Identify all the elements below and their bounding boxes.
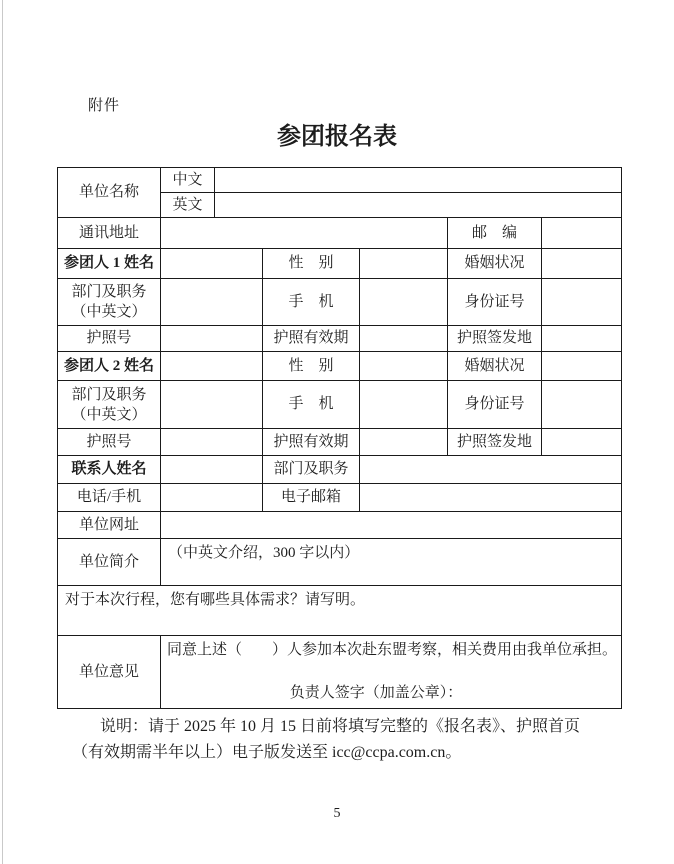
row-member1-name bbox=[58, 249, 622, 279]
member2-marital-label: 婚姻状况 bbox=[448, 352, 542, 381]
member2-passport-label: 护照号 bbox=[58, 429, 161, 456]
registration-form-table bbox=[57, 167, 622, 709]
member1-passport-valid-label: 护照有效期 bbox=[263, 326, 360, 352]
intro-label: 单位简介 bbox=[58, 539, 161, 586]
member2-passport-value bbox=[161, 429, 263, 456]
footer-note-line2: （有效期需半年以上）电子版发送至 icc@ccpa.com.cn。 bbox=[72, 744, 462, 761]
member1-dept-label bbox=[58, 279, 161, 326]
member1-mobile-label: 手 机 bbox=[263, 279, 360, 326]
member2-dept-label-line1: 部门及职务 bbox=[71, 386, 147, 403]
row-member1-passport bbox=[58, 326, 622, 352]
member1-gender-label: 性 别 bbox=[263, 249, 360, 279]
opinion-statement: 同意上述（ ）人参加本次赴东盟考察，相关费用由我单位承担。 bbox=[167, 641, 618, 658]
row-member1-dept bbox=[58, 279, 622, 326]
contact-dept-label: 部门及职务 bbox=[263, 456, 360, 484]
footer-note bbox=[72, 714, 612, 766]
address-label: 通讯地址 bbox=[58, 218, 161, 249]
contact-dept-value bbox=[360, 456, 622, 484]
member2-passport-place-label: 护照签发地 bbox=[448, 429, 542, 456]
member1-marital-value bbox=[542, 249, 622, 279]
contact-phone-label: 电话/手机 bbox=[58, 484, 161, 512]
row-opinion bbox=[58, 636, 622, 709]
unit-name-cn-value bbox=[215, 168, 622, 193]
member1-marital-label: 婚姻状况 bbox=[448, 249, 542, 279]
row-member2-name bbox=[58, 352, 622, 381]
unit-name-en-label: 英文 bbox=[161, 193, 215, 218]
member1-dept-value bbox=[161, 279, 263, 326]
member1-passport-valid-value bbox=[360, 326, 448, 352]
footer-note-line1: 说明：请于 2025 年 10 月 15 日前将填写完整的《报名表》、护照首页 bbox=[100, 718, 581, 735]
row-contact-name bbox=[58, 456, 622, 484]
row-needs bbox=[58, 586, 622, 636]
member2-name-value bbox=[161, 352, 263, 381]
member1-dept-label-line2: （中英文） bbox=[71, 304, 147, 320]
intro-hint: （中英文介绍，300 字以内） bbox=[161, 539, 622, 586]
postcode-value bbox=[542, 218, 622, 249]
member1-name-value bbox=[161, 249, 263, 279]
member1-dept-label-line1: 部门及职务 bbox=[71, 284, 147, 300]
member1-passport-value bbox=[161, 326, 263, 352]
row-contact-phone bbox=[58, 484, 622, 512]
row-unit-name-cn bbox=[58, 168, 622, 193]
website-value bbox=[161, 512, 622, 539]
row-address bbox=[58, 218, 622, 249]
contact-name-value bbox=[161, 456, 263, 484]
member2-dept-value bbox=[161, 381, 263, 429]
opinion-cell bbox=[161, 636, 622, 709]
needs-question: 对于本次行程，您有哪些具体需求？请写明。 bbox=[58, 586, 622, 636]
member1-passport-place-label: 护照签发地 bbox=[448, 326, 542, 352]
row-member2-passport bbox=[58, 429, 622, 456]
member2-mobile-label: 手 机 bbox=[263, 381, 360, 429]
member1-gender-value bbox=[360, 249, 448, 279]
contact-phone-value bbox=[161, 484, 263, 512]
member1-id-label: 身份证号 bbox=[448, 279, 542, 326]
form-title: 参团报名表 bbox=[277, 124, 397, 150]
member2-dept-label-line2: （中英文） bbox=[71, 406, 147, 423]
contact-email-value bbox=[360, 484, 622, 512]
opinion-label: 单位意见 bbox=[58, 636, 161, 709]
row-website bbox=[58, 512, 622, 539]
postcode-label: 邮 编 bbox=[448, 218, 542, 249]
contact-email-label: 电子邮箱 bbox=[263, 484, 360, 512]
member2-passport-place-value bbox=[542, 429, 622, 456]
member2-mobile-value bbox=[360, 381, 448, 429]
row-intro bbox=[58, 539, 622, 586]
unit-name-label: 单位名称 bbox=[58, 168, 161, 218]
address-value bbox=[161, 218, 448, 249]
member2-id-value bbox=[542, 381, 622, 429]
row-member2-dept bbox=[58, 381, 622, 429]
member1-name-label: 参团人 1 姓名 bbox=[58, 249, 161, 279]
member2-id-label: 身份证号 bbox=[448, 381, 542, 429]
page-number: 5 bbox=[333, 806, 341, 821]
member2-gender-value bbox=[360, 352, 448, 381]
member2-name-label: 参团人 2 姓名 bbox=[58, 352, 161, 381]
member2-passport-valid-value bbox=[360, 429, 448, 456]
member1-passport-label: 护照号 bbox=[58, 326, 161, 352]
member1-id-value bbox=[542, 279, 622, 326]
member2-gender-label: 性 别 bbox=[263, 352, 360, 381]
unit-name-cn-label: 中文 bbox=[161, 168, 215, 193]
opinion-signature-label: 负责人签字（加盖公章）： bbox=[289, 685, 463, 702]
member2-marital-value bbox=[542, 352, 622, 381]
member1-passport-place-value bbox=[542, 326, 622, 352]
unit-name-en-value bbox=[215, 193, 622, 218]
member2-dept-label bbox=[58, 381, 161, 429]
member2-passport-valid-label: 护照有效期 bbox=[263, 429, 360, 456]
contact-name-label: 联系人姓名 bbox=[58, 456, 161, 484]
attachment-label: 附件 bbox=[88, 98, 121, 114]
website-label: 单位网址 bbox=[58, 512, 161, 539]
member1-mobile-value bbox=[360, 279, 448, 326]
